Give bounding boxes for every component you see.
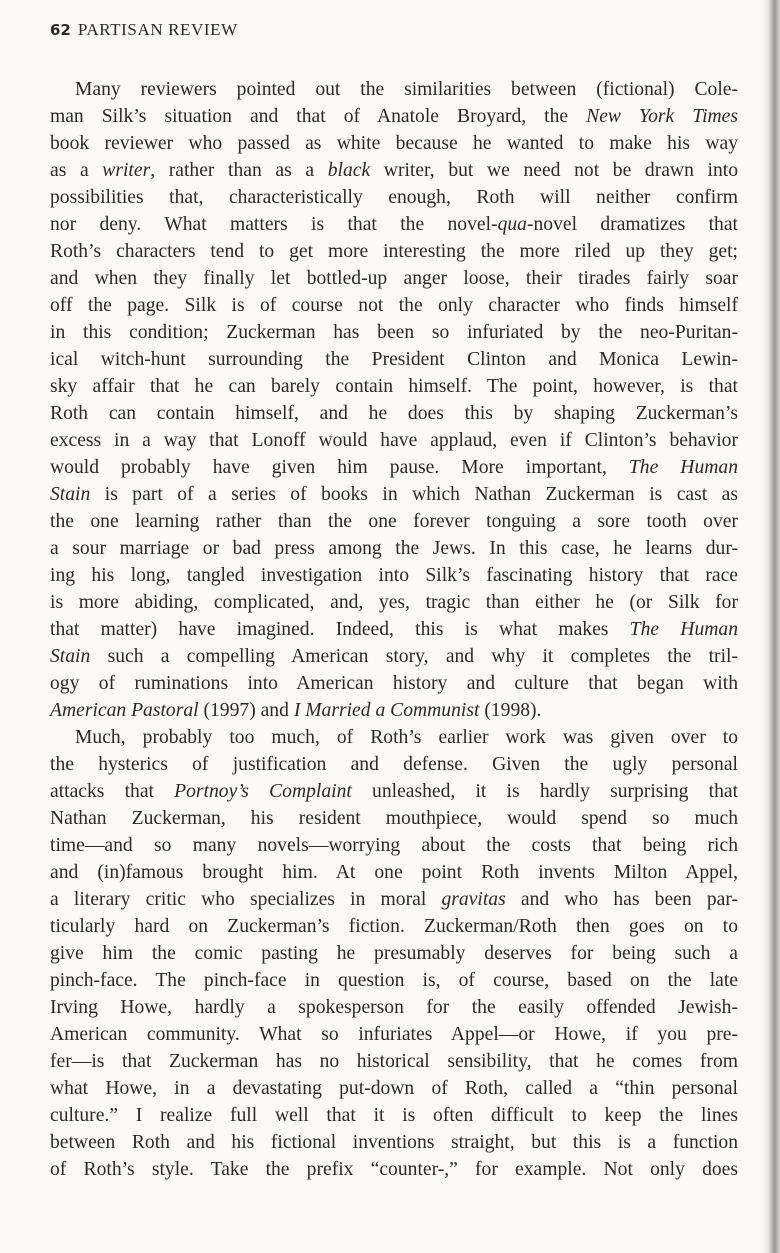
text-segment: writer, but we need not be drawn into (370, 160, 738, 181)
text-line (50, 1048, 738, 1075)
text-line (50, 589, 738, 616)
text-line (50, 346, 738, 373)
text-segment: a sour marriage or bad press among the Jews. In this case, he learns dur- (50, 538, 738, 559)
text-line (50, 778, 738, 805)
paragraph (50, 724, 738, 1183)
text-line (50, 616, 738, 643)
text-line (50, 157, 738, 184)
page-edge-shadow (762, 0, 780, 1253)
text-line (50, 292, 738, 319)
text-segment: of Roth’s style. Take the prefix “counter-,” for example. Not only does (50, 1159, 738, 1180)
text-segment: ogy of ruminations into American history and culture that began with (50, 673, 738, 694)
text-line (50, 427, 738, 454)
journal-title: PARTISAN REVIEW (77, 20, 238, 39)
text-line (50, 697, 738, 724)
text-line (50, 508, 738, 535)
text-segment: ticularly hard on Zuckerman’s fiction. Zuckerman/Roth then goes on to (50, 916, 738, 937)
text-line (50, 265, 738, 292)
text-segment: and when they finally let bottled-up anger loose, their tirades fairly soar (50, 268, 738, 289)
text-segment: time—and so many novels—worrying about the costs that being rich (50, 835, 738, 856)
text-segment: possibilities that, characteristically enough, Roth will neither confirm (50, 187, 738, 208)
text-line (50, 130, 738, 157)
text-line (50, 913, 738, 940)
text-line (50, 886, 738, 913)
text-segment: between Roth and his fictional inventions straight, but this is a function (50, 1132, 738, 1153)
text-segment: man Silk’s situation and that of Anatole Broyard, the (50, 106, 587, 127)
text-segment: is part of a series of books in which Nathan Zuckerman is cast as (90, 484, 738, 505)
text-segment: -novel dramatizes that (526, 214, 738, 235)
text-segment: , rather than as a (150, 160, 328, 181)
text-line (50, 670, 738, 697)
text-segment: (1997) and (198, 700, 294, 721)
text-line (50, 184, 738, 211)
text-line (50, 76, 738, 103)
article-body (50, 76, 738, 1183)
text-line (50, 211, 738, 238)
text-line (50, 535, 738, 562)
text-line (50, 940, 738, 967)
italic-text: black (327, 160, 371, 181)
text-segment: is more abiding, complicated, and, yes, tragic than either he (or Silk for (50, 592, 738, 613)
text-line (50, 1075, 738, 1102)
running-header (50, 20, 238, 40)
text-segment: as a (50, 160, 103, 181)
italic-text: The Human (628, 457, 738, 478)
text-line (50, 859, 738, 886)
text-line (50, 643, 738, 670)
text-line (50, 724, 738, 751)
italic-text: qua (497, 214, 527, 235)
text-segment: Roth can contain himself, and he does this by shaping Zuckerman’s (50, 403, 738, 424)
text-segment: ing his long, tangled investigation into Silk’s fascinating history that race (50, 565, 738, 586)
text-segment: unleashed, it is hardly surprising that (351, 781, 739, 802)
text-segment: book reviewer who passed as white because he wanted to make his way (50, 133, 738, 154)
text-segment: excess in a way that Lonoff would have applaud, even if Clinton’s behavior (50, 430, 738, 451)
italic-text: Stain (50, 646, 91, 667)
text-segment: what Howe, in a devastating put-down of Roth, called a “thin personal (50, 1078, 738, 1099)
italic-text: Portnoy’s Complaint (174, 781, 352, 802)
italic-text: I Married a Communist (293, 700, 480, 721)
text-segment: ical witch-hunt surrounding the President Clinton and Monica Lewin- (50, 349, 738, 370)
text-line (50, 373, 738, 400)
italic-text: writer (102, 160, 151, 181)
text-segment: the one learning rather than the one forever tonguing a sore tooth over (50, 511, 738, 532)
text-segment: culture.” I realize full well that it is often difficult to keep the lines (50, 1105, 738, 1126)
text-line (50, 1129, 738, 1156)
text-line (50, 400, 738, 427)
text-line (50, 751, 738, 778)
text-line (50, 994, 738, 1021)
text-segment: the hysterics of justification and defense. Given the ugly personal (50, 754, 738, 775)
text-segment: such a compelling American story, and why it completes the tril- (90, 646, 738, 667)
text-segment: Much, probably too much, of Roth’s earlier work was given over to (75, 727, 738, 748)
text-segment: in this condition; Zuckerman has been so infuriated by the neo-Puritan- (50, 322, 738, 343)
italic-text: The Human (629, 619, 738, 640)
italic-text: gravitas (441, 889, 506, 910)
text-segment: sky affair that he can barely contain himself. The point, however, is that (50, 376, 738, 397)
text-line (50, 1156, 738, 1183)
text-line (50, 1102, 738, 1129)
text-segment: Many reviewers pointed out the similarities between (fictional) Cole- (75, 79, 738, 100)
text-line (50, 454, 738, 481)
text-segment: attacks that (50, 781, 175, 802)
text-segment: nor deny. What matters is that the novel- (50, 214, 498, 235)
italic-text: New York Times (586, 106, 738, 127)
text-segment: Irving Howe, hardly a spokesperson for the easily offended Jewish- (50, 997, 738, 1018)
italic-text: American Pastoral (50, 700, 199, 721)
text-segment: a literary critic who specializes in moral (50, 889, 442, 910)
text-line (50, 562, 738, 589)
page-number: 62 (50, 21, 71, 39)
italic-text: Stain (50, 484, 91, 505)
text-line (50, 805, 738, 832)
text-segment: Nathan Zuckerman, his resident mouthpiece, would spend so much (50, 808, 738, 829)
text-segment: fer—is that Zuckerman has no historical sensibility, that he comes from (50, 1051, 738, 1072)
text-line (50, 481, 738, 508)
text-line (50, 319, 738, 346)
text-segment: and (in)famous brought him. At one point Roth invents Milton Appel, (50, 862, 738, 883)
text-segment: Roth’s characters tend to get more interesting the more riled up they get; (50, 241, 738, 262)
text-segment: give him the comic pasting he presumably deserves for being such a (50, 943, 738, 964)
text-line (50, 832, 738, 859)
paragraph (50, 76, 738, 724)
text-segment: that matter) have imagined. Indeed, this is what makes (50, 619, 630, 640)
text-segment: and who has been par- (505, 889, 738, 910)
text-line (50, 238, 738, 265)
text-segment: pinch-face. The pinch-face in question is, of course, based on the late (50, 970, 738, 991)
text-segment: off the page. Silk is of course not the only character who finds himself (50, 295, 738, 316)
text-segment: American community. What so infuriates Appel—or Howe, if you pre- (50, 1024, 738, 1045)
text-line (50, 103, 738, 130)
text-line (50, 967, 738, 994)
text-segment: would probably have given him pause. More important, (50, 457, 629, 478)
text-line (50, 1021, 738, 1048)
text-segment: (1998). (479, 700, 542, 721)
